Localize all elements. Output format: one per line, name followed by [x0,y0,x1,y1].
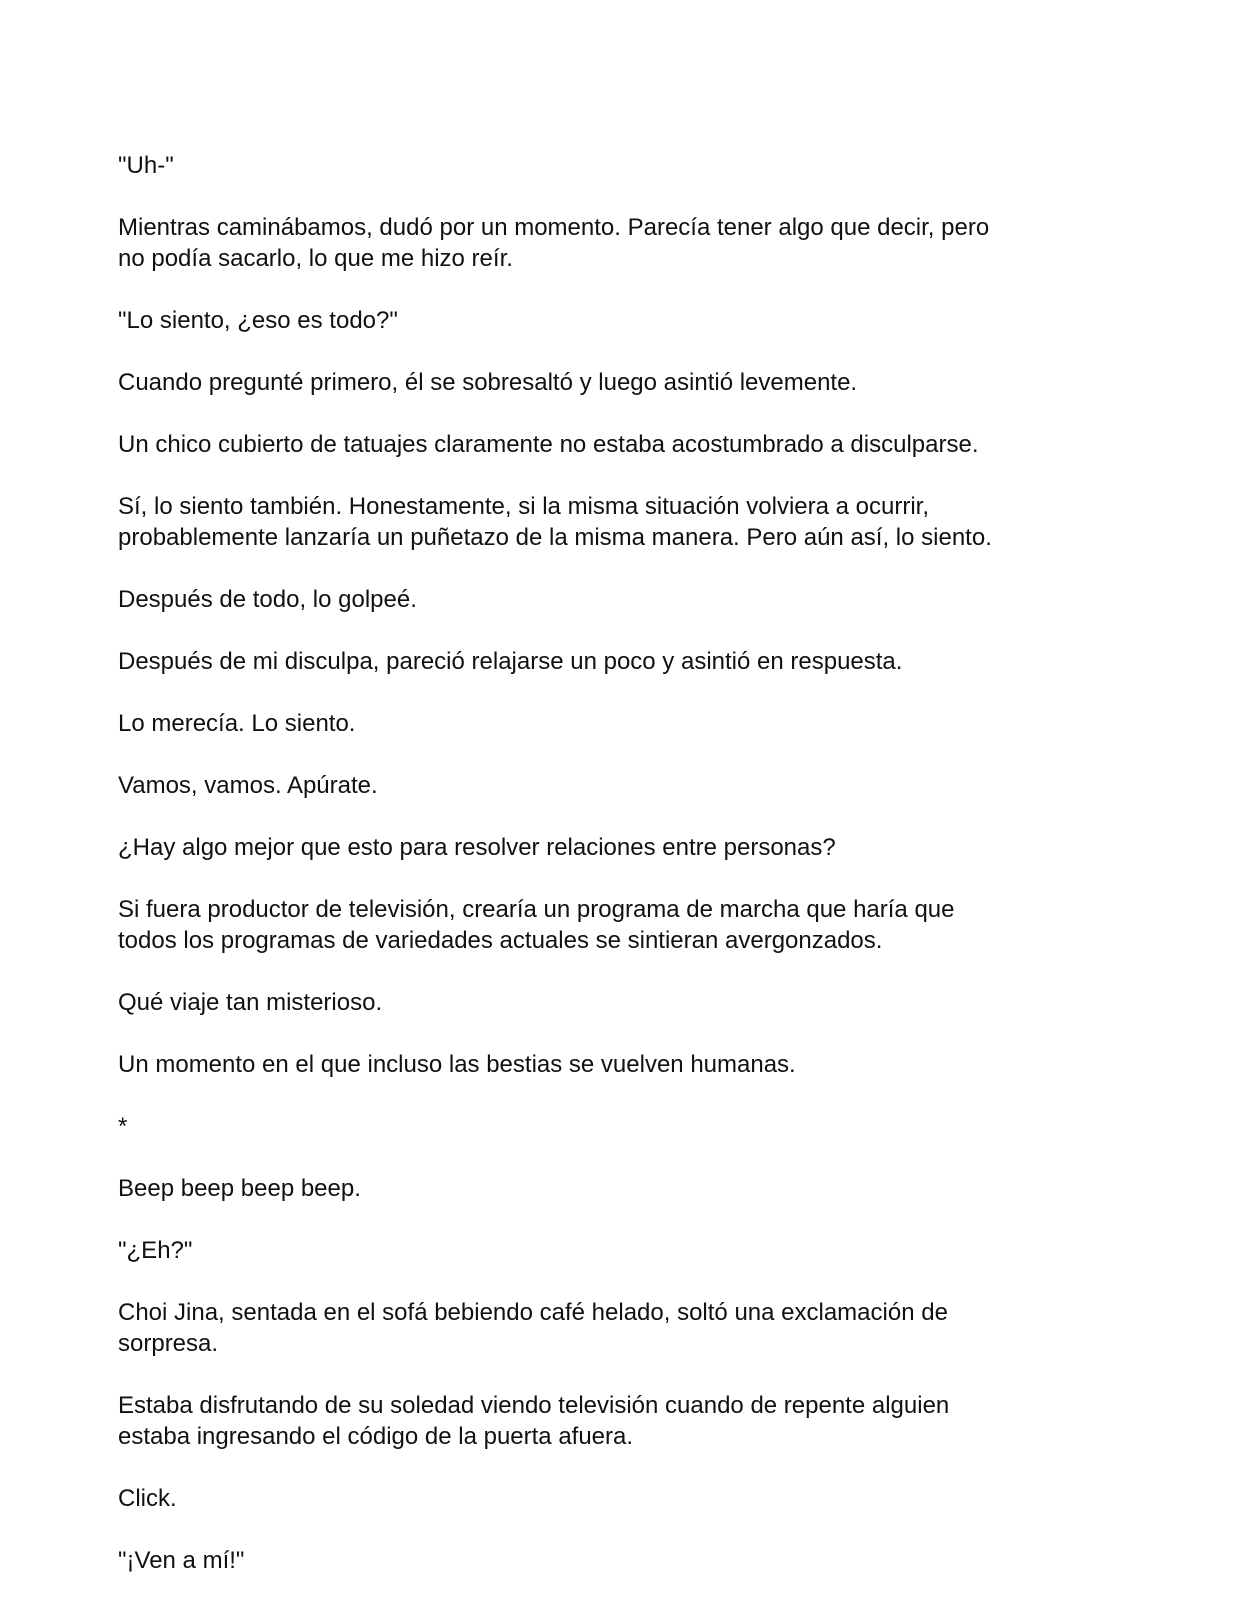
paragraph: Cuando pregunté primero, él se sobresaltó y luego asintió levemente. [118,369,858,396]
paragraph: "¿Eh?" [118,1237,193,1264]
paragraph: Después de todo, lo golpeé. [118,586,417,613]
paragraph: Estaba disfrutando de su soledad viendo televisión cuando de repente alguien estaba ingresando el código de la puerta afuera. [118,1392,950,1450]
paragraph: "¡Ven a mí!" [118,1547,245,1574]
paragraph: Qué viaje tan misterioso. [118,989,383,1016]
paragraph: Mientras caminábamos, dudó por un momento. Parecía tener algo que decir, pero no podía sacarlo, lo que me hizo reír. [118,214,990,272]
paragraph: Sí, lo siento también. Honestamente, si la misma situación volviera a ocurrir, probablemente lanzaría un puñetazo de la misma manera. Pero aún así, lo siento. [118,493,992,551]
paragraph: Un momento en el que incluso las bestias se vuelven humanas. [118,1051,796,1078]
paragraph: "Lo siento, ¿eso es todo?" [118,307,398,334]
paragraph: ¿Hay algo mejor que esto para resolver relaciones entre personas? [118,834,836,861]
paragraph: Después de mi disculpa, pareció relajarse un poco y asintió en respuesta. [118,648,903,675]
paragraph: Beep beep beep beep. [118,1175,361,1202]
paragraph: Si fuera productor de televisión, crearía un programa de marcha que haría que todos los programas de variedades actuales se sintieran avergonzados. [118,896,955,954]
paragraph: Choi Jina, sentada en el sofá bebiendo café helado, soltó una exclamación de sorpresa. [118,1299,948,1357]
paragraph: "Uh-" [118,152,174,179]
paragraph: Vamos, vamos. Apúrate. [118,772,378,799]
document-body [118,150,1108,1607]
paragraph: Un chico cubierto de tatuajes claramente no estaba acostumbrado a disculparse. [118,431,979,458]
paragraph: Lo merecía. Lo siento. [118,710,356,737]
paragraph: Click. [118,1485,177,1512]
scene-break: * [118,1113,128,1140]
